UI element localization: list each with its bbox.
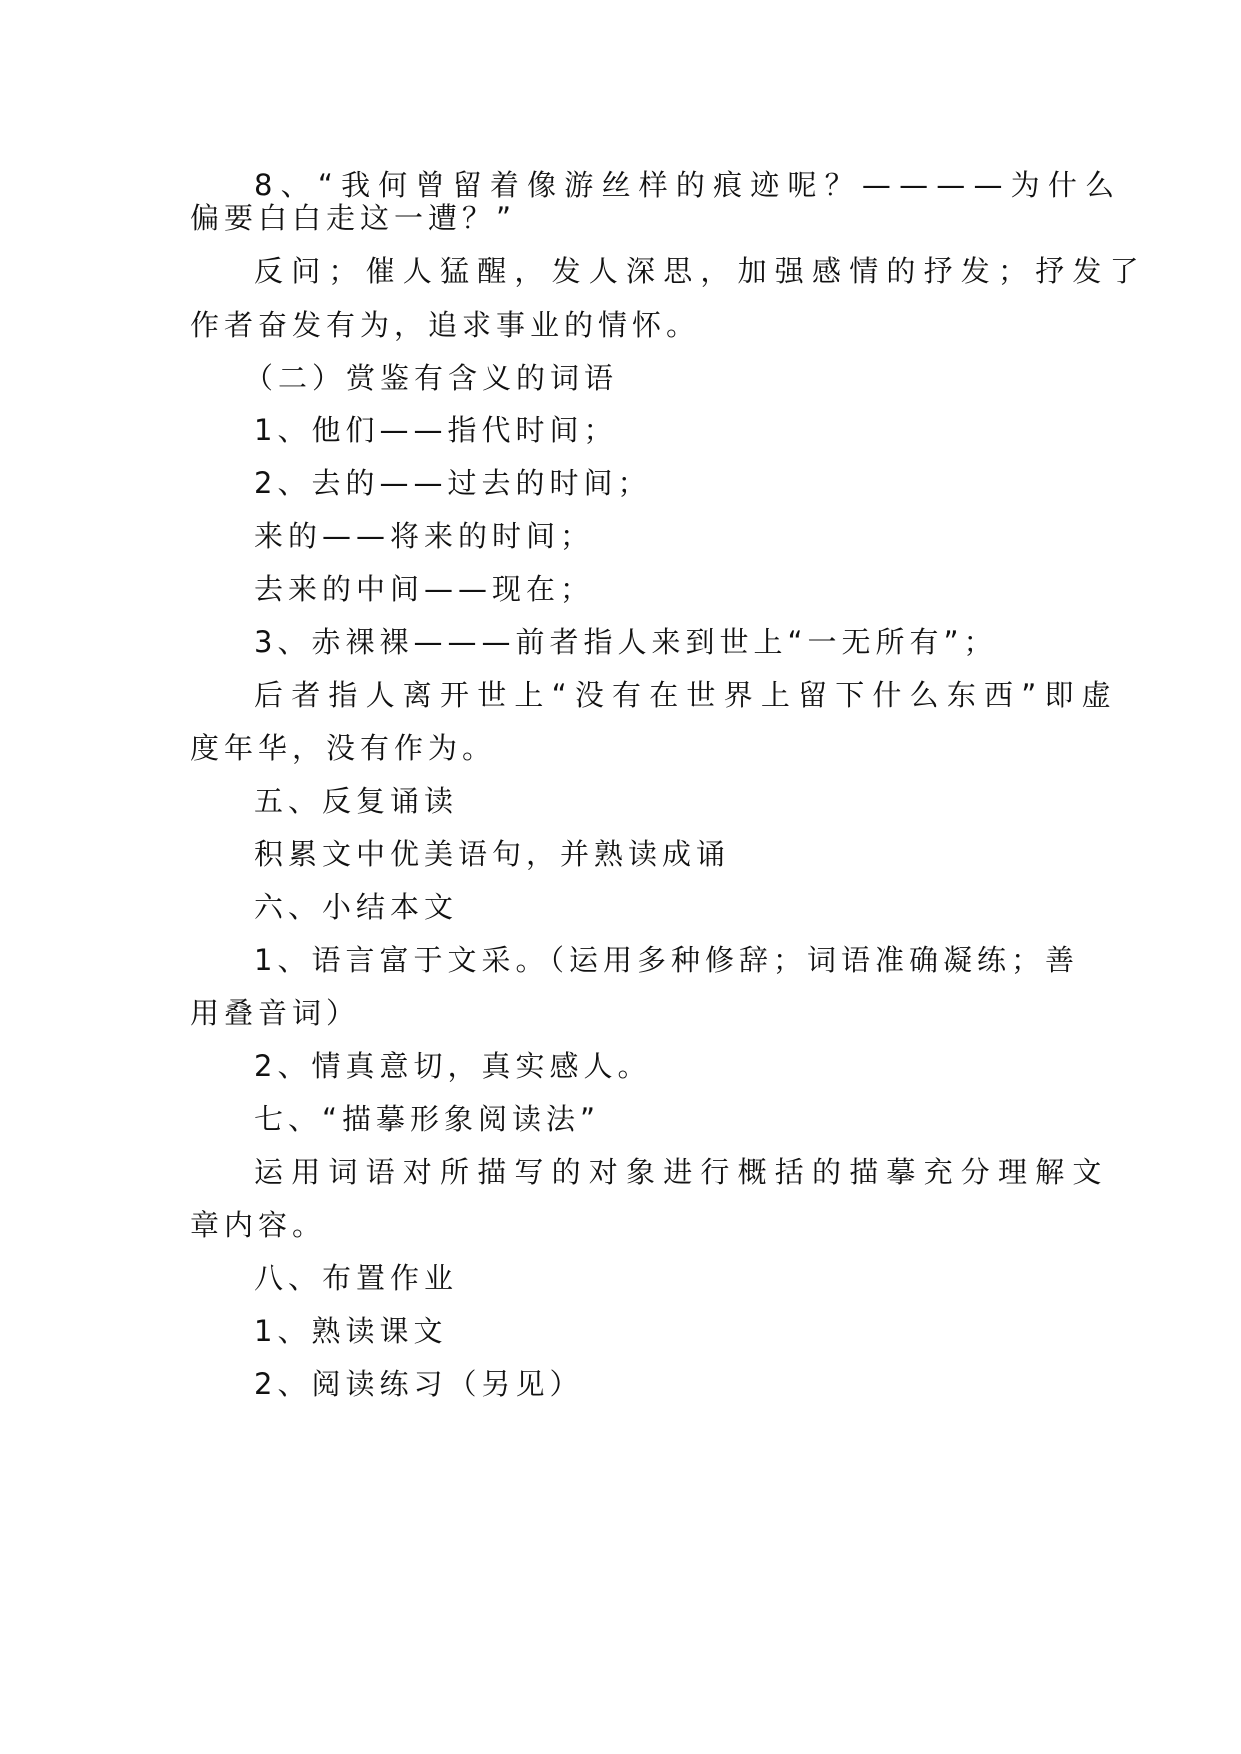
text-line: 后者指人离开世上“没有在世界上留下什么东西”即虚	[254, 678, 1119, 712]
text-line: 章内容。	[190, 1208, 327, 1242]
text-line: 反问；催人猛醒，发人深思，加强感情的抒发；抒发了	[254, 254, 1147, 288]
text-line: 去来的中间——现在；	[254, 572, 595, 606]
text-line: 2、阅读练习（另见）	[254, 1367, 584, 1401]
text-line: 8、“我何曾留着像游丝样的痕迹呢？————为什么	[254, 168, 1123, 202]
section-heading: 八、布置作业	[254, 1261, 459, 1295]
text-line: 偏要白白走这一遭？”	[190, 201, 517, 235]
text-line: 1、他们——指代时间；	[254, 413, 618, 447]
section-heading: 六、小结本文	[254, 890, 459, 924]
section-heading: （二）赏鉴有含义的词语	[244, 361, 619, 395]
text-line: 2、去的——过去的时间；	[254, 466, 652, 500]
text-line: 积累文中优美语句，并熟读成诵	[254, 837, 731, 871]
text-line: 3、赤裸裸———前者指人来到世上“一无所有”；	[254, 625, 998, 659]
text-line: 1、熟读课文	[254, 1314, 448, 1348]
text-line: 用叠音词）	[190, 996, 361, 1030]
text-line: 运用词语对所描写的对象进行概括的描摹充分理解文	[254, 1155, 1110, 1189]
text-line: 1、语言富于文采。（运用多种修辞；词语准确凝练；善	[254, 943, 1079, 977]
text-line: 2、情真意切，真实感人。	[254, 1049, 652, 1083]
section-heading: 五、反复诵读	[254, 784, 459, 818]
section-heading: 七、“描摹形象阅读法”	[254, 1102, 601, 1136]
text-line: 作者奋发有为，追求事业的情怀。	[190, 308, 701, 342]
text-line: 度年华，没有作为。	[190, 731, 497, 765]
text-line: 来的——将来的时间；	[254, 519, 595, 553]
